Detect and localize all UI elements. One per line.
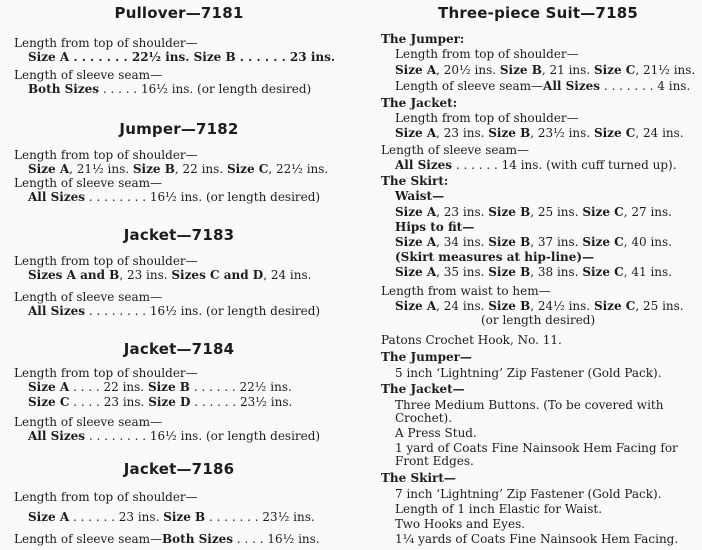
shoulder-label: Length from top of shoulder—	[14, 36, 198, 50]
skirt-req-line: 7 inch ‘Lightning’ Zip Fastener (Gold Pack).	[395, 487, 662, 501]
hipline-label: (Skirt measures at hip-line)—	[395, 250, 595, 264]
shoulder-values: Sizes A and B, 23 ins. Sizes C and D, 24 ins.	[28, 268, 312, 282]
sleeve-values: All Sizes . . . . . . 14 ins. (with cuff turned up).	[395, 158, 677, 172]
jumper-req-line: 5 inch ‘Lightning’ Zip Fastener (Gold Pack).	[395, 366, 662, 380]
hips-values: Size A, 34 ins. Size B, 37 ins. Size C, 40 ins.	[395, 235, 672, 249]
jacket-req-line: A Press Stud.	[395, 426, 477, 440]
jacket-req-line: Crochet).	[395, 411, 453, 425]
suit-7185-title: Three-piece Suit—7185	[438, 4, 638, 22]
shoulder-label: Length from top of shoulder—	[14, 148, 198, 162]
sleeve-values: All Sizes . . . . . . . . 16½ ins. (or length desired)	[28, 190, 321, 204]
jumper-7182-title: Jumper—7182	[119, 120, 239, 138]
waist-values: Size A, 23 ins. Size B, 25 ins. Size C, 27 ins.	[395, 205, 672, 219]
skirt-req-line: Two Hooks and Eyes.	[395, 517, 526, 531]
jacket-req-label: The Jacket—	[381, 382, 465, 396]
jacket-7184-title: Jacket—7184	[123, 340, 235, 358]
waist-label: Waist—	[395, 189, 445, 203]
shoulder-values: Size A, 21½ ins. Size B, 22 ins. Size C, 22½ ins.	[28, 162, 329, 176]
jacket-req-line: 1 yard of Coats Fine Nainsook Hem Facing for	[395, 441, 678, 455]
shoulder-values: Size A . . . . . . 23 ins. Size B . . . . . . . 23½ ins.	[28, 510, 315, 524]
shoulder-values: Size A, 23 ins. Size B, 23½ ins. Size C, 24 ins.	[395, 126, 684, 140]
hipline-values: Size A, 35 ins. Size B, 38 ins. Size C, 41 ins.	[395, 265, 672, 279]
shoulder-values: Size A, 20½ ins. Size B, 21 ins. Size C, 21½ ins.	[395, 63, 696, 77]
shoulder-label: Length from top of shoulder—	[14, 366, 198, 380]
sleeve-label: Length of sleeve seam—	[14, 415, 163, 429]
jacket-req-line: Three Medium Buttons. (To be covered with	[395, 398, 664, 412]
hem-note: (or length desired)	[481, 313, 596, 327]
jacket-label: The Jacket:	[381, 96, 458, 110]
sleeve-label: Length of sleeve seam—	[14, 68, 163, 82]
shoulder-label: Length from top of shoulder—	[395, 111, 579, 125]
hem-values: Size A, 24 ins. Size B, 24½ ins. Size C, 25 ins.	[395, 299, 684, 313]
hem-label: Length from waist to hem—	[381, 284, 551, 298]
shoulder-values: Size A . . . . . . . 22½ ins. Size B . . . . . . 23 ins.	[28, 50, 336, 64]
jacket-7183-title: Jacket—7183	[123, 226, 235, 244]
shoulder-label: Length from top of shoulder—	[14, 254, 198, 268]
pullover-7181-title: Pullover—7181	[114, 4, 244, 22]
skirt-req-line: 1¼ yards of Coats Fine Nainsook Hem Facing.	[395, 532, 679, 546]
sleeve-values: All Sizes . . . . . . . . 16½ ins. (or length desired)	[28, 304, 321, 318]
hips-label: Hips to fit—	[395, 220, 475, 234]
jacket-req-line: Front Edges.	[395, 454, 474, 468]
shoulder-label: Length from top of shoulder—	[14, 490, 198, 504]
skirt-req-label: The Skirt—	[381, 471, 456, 485]
shoulder-label: Length from top of shoulder—	[395, 47, 579, 61]
size-row-2: Size C . . . . 23 ins. Size D . . . . . . 23½ ins.	[28, 395, 293, 409]
sleeve-line: Length of sleeve seam—Both Sizes . . . . 16½ ins.	[14, 532, 320, 546]
crochet-hook: Patons Crochet Hook, No. 11.	[381, 333, 562, 347]
skirt-req-line: Length of 1 inch Elastic for Waist.	[395, 502, 603, 516]
size-row-1: Size A . . . . 22 ins. Size B . . . . . . 22½ ins.	[28, 380, 292, 394]
jumper-label: The Jumper:	[381, 32, 465, 46]
sleeve-line: Length of sleeve seam—All Sizes . . . . . . . 4 ins.	[395, 79, 691, 93]
sleeve-label: Length of sleeve seam—	[381, 143, 530, 157]
sleeve-label: Length of sleeve seam—	[14, 290, 163, 304]
jacket-7186-title: Jacket—7186	[123, 460, 235, 478]
skirt-label: The Skirt:	[381, 174, 449, 188]
sleeve-values: All Sizes . . . . . . . . 16½ ins. (or length desired)	[28, 429, 321, 443]
sleeve-label: Length of sleeve seam—	[14, 176, 163, 190]
jumper-req-label: The Jumper—	[381, 350, 472, 364]
sleeve-values: Both Sizes . . . . . 16½ ins. (or length desired)	[28, 82, 312, 96]
